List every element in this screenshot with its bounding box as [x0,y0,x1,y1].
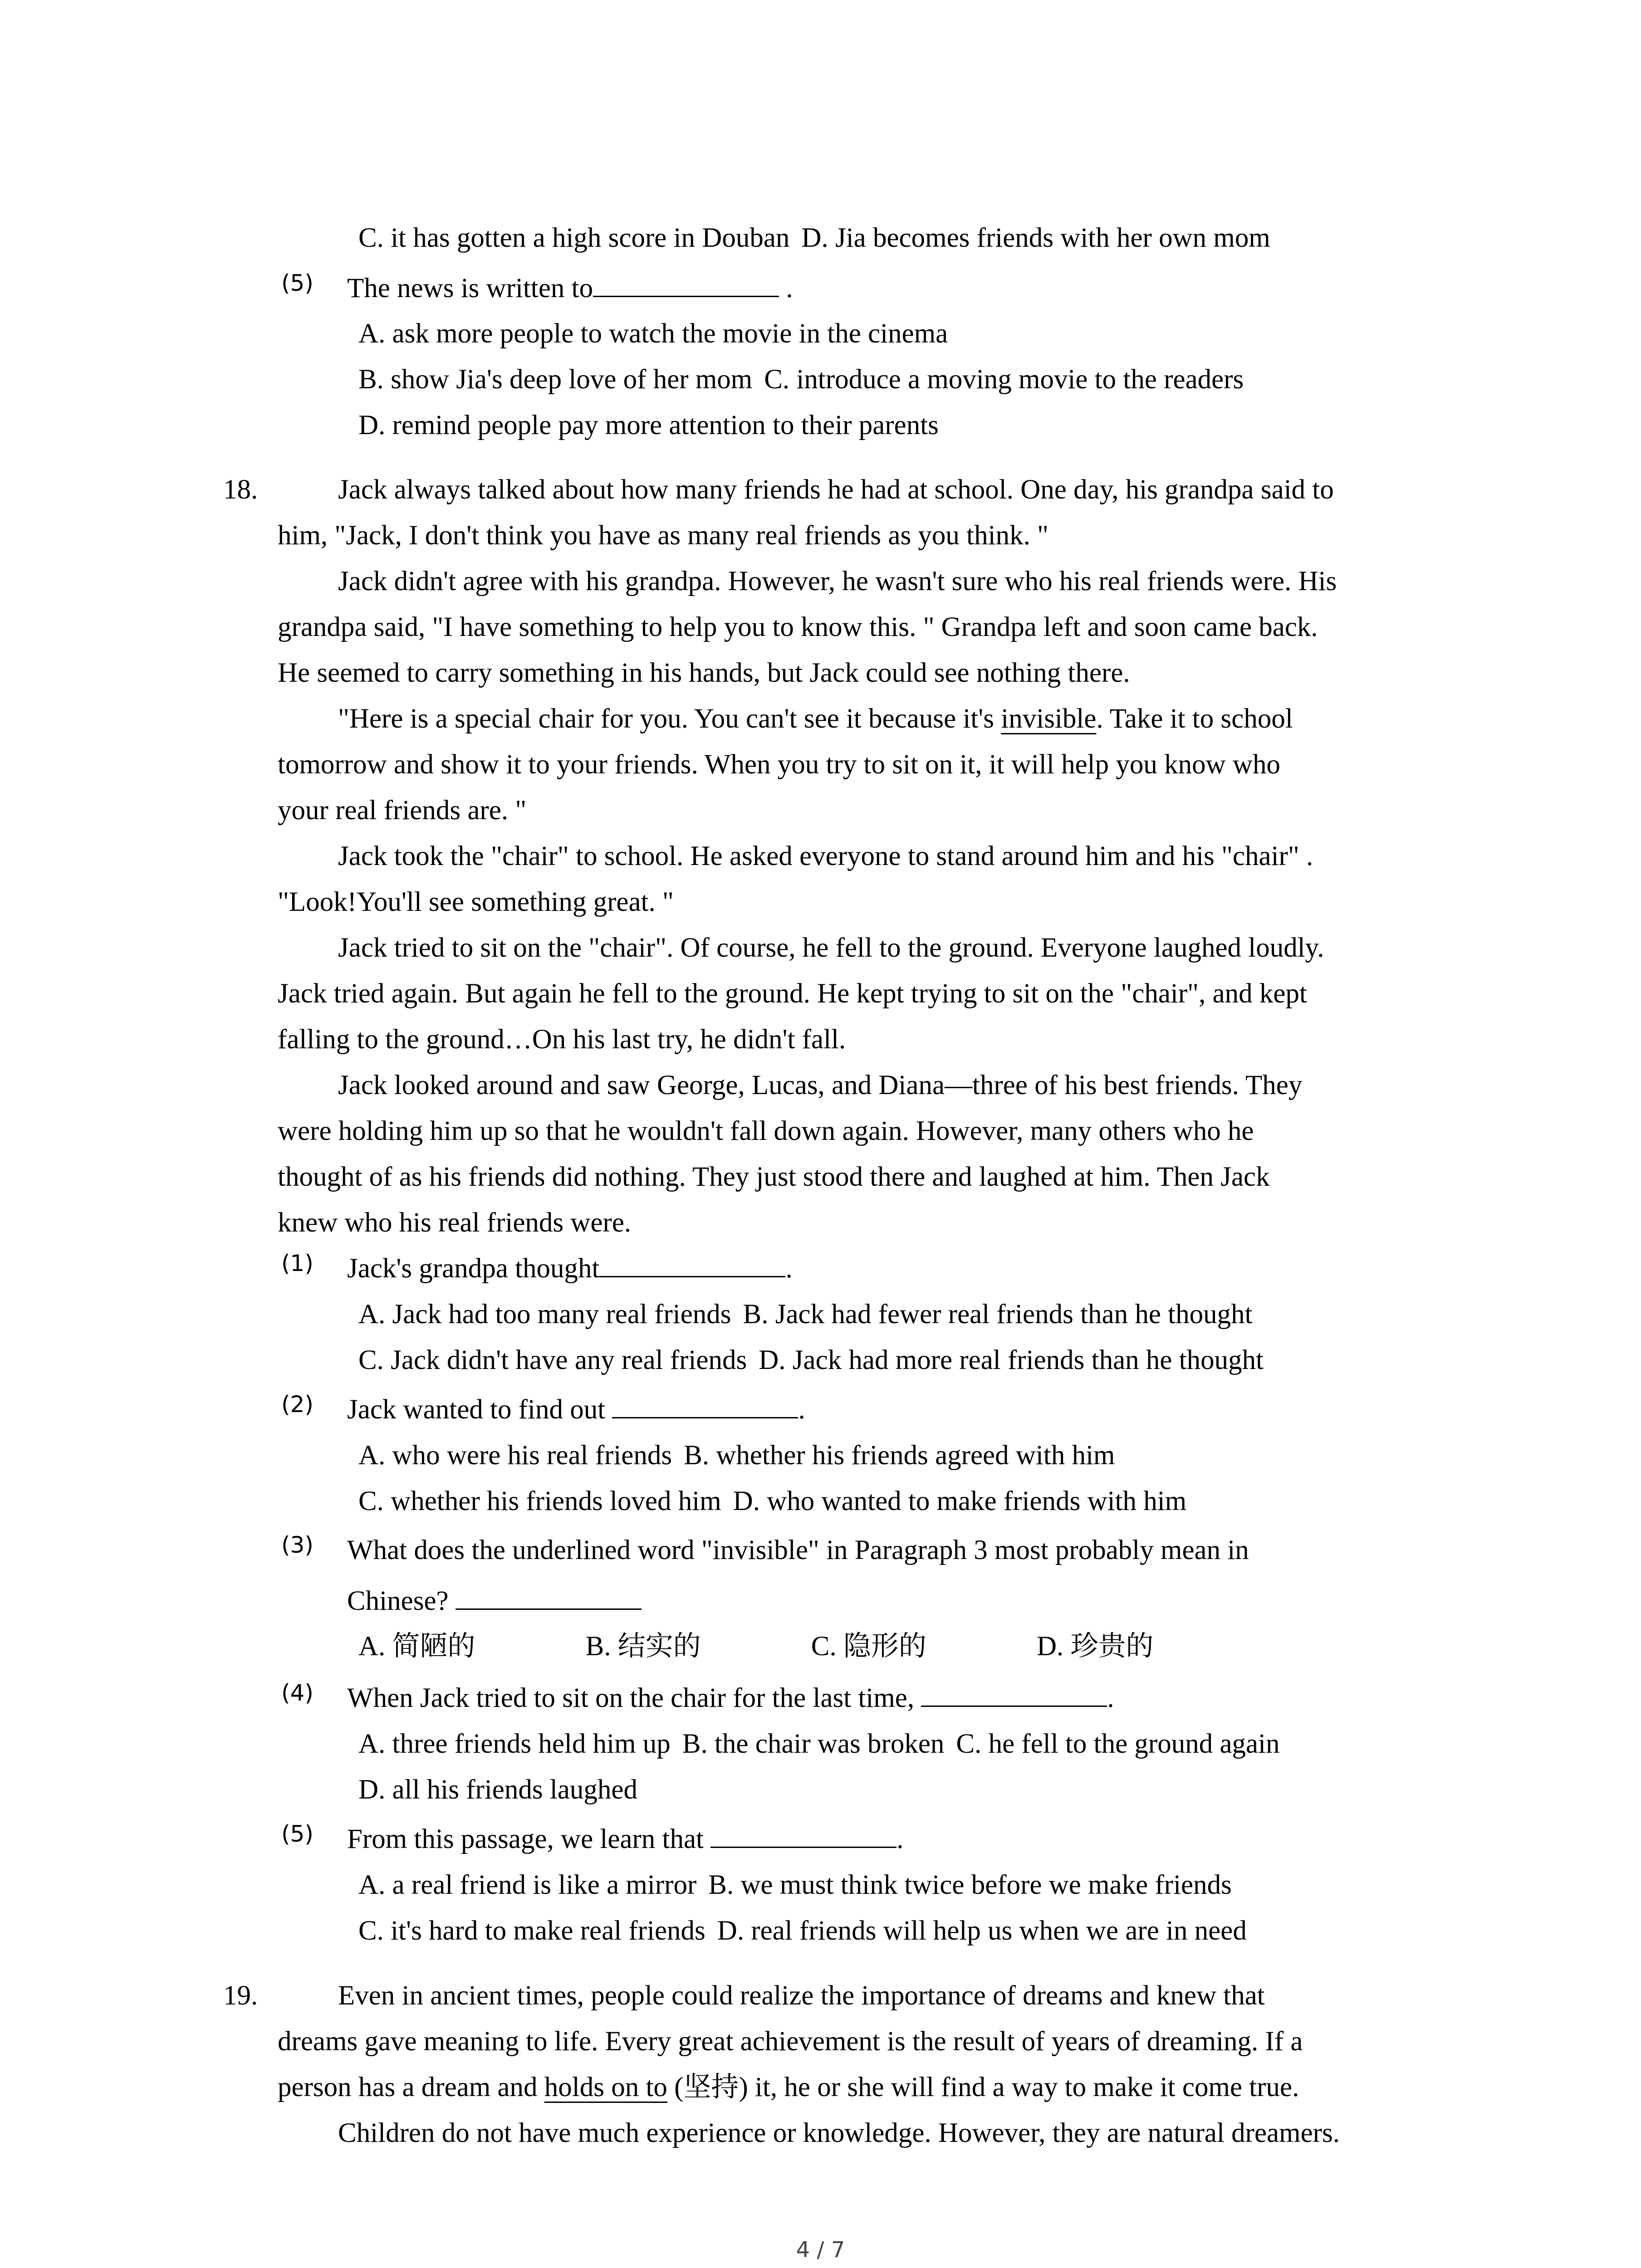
option-d: D. 珍贵的 [1036,1631,1154,1662]
subquestion-number: (2) [281,1391,314,1418]
subquestion-number: (5) [281,270,314,296]
passage-line: "Here is a special chair for you. You can't see it because it's invisible. Take it to school [338,704,1293,734]
answer-blank[interactable] [921,1678,1107,1707]
question-number: 18. [223,474,258,505]
options-line [358,1721,1280,1767]
answer-blank[interactable] [599,1249,785,1277]
passage-line: were holding him up so that he wouldn't fall down again. However, many others who he [278,1116,1254,1146]
options-line [358,1862,1232,1908]
subquestion-number: (5) [281,1821,314,1847]
option-b: B. we must think twice before we make friends [708,1870,1232,1900]
question-number: 19. [223,1980,258,2011]
subquestion-stem: What does the underlined word "invisible" in Paragraph 3 most probably mean in [347,1535,1249,1565]
options-line [358,1292,1253,1337]
option-d: D. who wanted to make friends with him [733,1486,1187,1516]
option-a: A. three friends held him up [358,1729,671,1759]
page-number: 4 / 7 [796,2237,845,2263]
passage-line: Jack tried again. But again he fell to the ground. He kept trying to sit on the "chair", and kept [278,978,1307,1009]
answer-blank[interactable] [593,269,779,297]
option-a: A. ask more people to watch the movie in the cinema [358,318,948,349]
options-line [358,1338,1264,1383]
option-c: C. it's hard to make real friends [358,1916,705,1946]
option-a: A. Jack had too many real friends [358,1299,731,1330]
options-line [358,1433,1115,1478]
passage-line: tomorrow and show it to your friends. When you try to sit on it, it will help you know who [278,749,1280,780]
option-a: A. a real friend is like a mirror [358,1870,697,1900]
passage-line: Jack looked around and saw George, Lucas, and Diana—three of his best friends. They [338,1070,1303,1100]
subquestion-stem: When Jack tried to sit on the chair for the last time, . [347,1676,1114,1721]
option-c: C. introduce a moving movie to the readers [764,364,1244,395]
option-b: B. 结实的 [585,1631,701,1662]
subquestion-stem: Jack wanted to find out . [347,1387,805,1432]
answer-blank[interactable] [612,1390,798,1418]
option-d: D. all his friends laughed [358,1774,637,1805]
passage-line: Even in ancient times, people could realize the importance of dreams and knew that [338,1980,1265,2011]
passage-line: knew who his real friends were. [278,1207,632,1238]
subquestion-number: (1) [281,1250,314,1276]
subquestion-stem: Jack's grandpa thought . [347,1246,793,1291]
option-a: A. 简陋的 [358,1631,475,1662]
options-line [358,1624,1154,1669]
option-b: B. the chair was broken [682,1729,945,1759]
option-c: C. it has gotten a high score in Douban [358,223,790,253]
subquestion-number: (3) [281,1532,314,1558]
passage-line: him, "Jack, I don't think you have as many real friends as you think. " [278,520,1048,551]
passage-line: falling to the ground…On his last try, he didn't fall. [278,1024,846,1055]
subquestion-stem: Chinese? [347,1579,642,1624]
subquestion-stem: The news is written to . [347,266,793,311]
answer-blank[interactable] [710,1819,896,1848]
subquestion-stem: From this passage, we learn that . [347,1817,904,1862]
subquestion-number: (4) [281,1680,314,1706]
options-line [358,1479,1186,1524]
passage-line: Jack tried to sit on the "chair". Of course, he fell to the ground. Everyone laughed loudly. [338,933,1324,963]
option-c: C. whether his friends loved him [358,1486,721,1516]
underlined-phrase: holds on to [544,2072,667,2102]
passage-line: Jack didn't agree with his grandpa. However, he wasn't sure who his real friends were. His [338,566,1337,596]
options-line [358,357,1244,402]
option-c: C. he fell to the ground again [956,1729,1280,1759]
option-c: C. 隐形的 [811,1631,926,1662]
option-d: D. Jia becomes friends with her own mom [801,223,1270,253]
passage-line: grandpa said, "I have something to help you to know this. " Grandpa left and soon came back. [278,612,1318,642]
passage-line: Jack took the "chair" to school. He asked everyone to stand around him and his "chair" . [338,841,1313,871]
passage-line: your real friends are. " [278,795,527,826]
passage-line: person has a dream and holds on to (坚持) it, he or she will find a way to make it come true. [278,2072,1299,2102]
option-c: C. Jack didn't have any real friends [358,1345,747,1375]
option-b: B. whether his friends agreed with him [684,1440,1115,1471]
option-b: B. Jack had fewer real friends than he thought [743,1299,1253,1330]
option-d: D. real friends will help us when we are in need [717,1916,1247,1946]
passage-line: Children do not have much experience or knowledge. However, they are natural dreamers. [338,2118,1340,2148]
underlined-word: invisible [1001,704,1097,734]
options-line [358,1908,1247,1954]
options-line [358,215,1270,261]
passage-line: "Look!You'll see something great. " [278,887,674,917]
option-b: B. show Jia's deep love of her mom [358,364,753,395]
passage-line: He seemed to carry something in his hands, but Jack could see nothing there. [278,658,1130,688]
option-a: A. who were his real friends [358,1440,672,1471]
passage-line: Jack always talked about how many friends he had at school. One day, his grandpa said to [338,474,1334,505]
option-d: D. Jack had more real friends than he thought [759,1345,1264,1375]
option-d: D. remind people pay more attention to their parents [358,410,939,440]
passage-line: thought of as his friends did nothing. They just stood there and laughed at him. Then Jack [278,1162,1270,1192]
answer-blank[interactable] [456,1581,642,1610]
passage-line: dreams gave meaning to life. Every great achievement is the result of years of dreaming. If a [278,2026,1303,2057]
